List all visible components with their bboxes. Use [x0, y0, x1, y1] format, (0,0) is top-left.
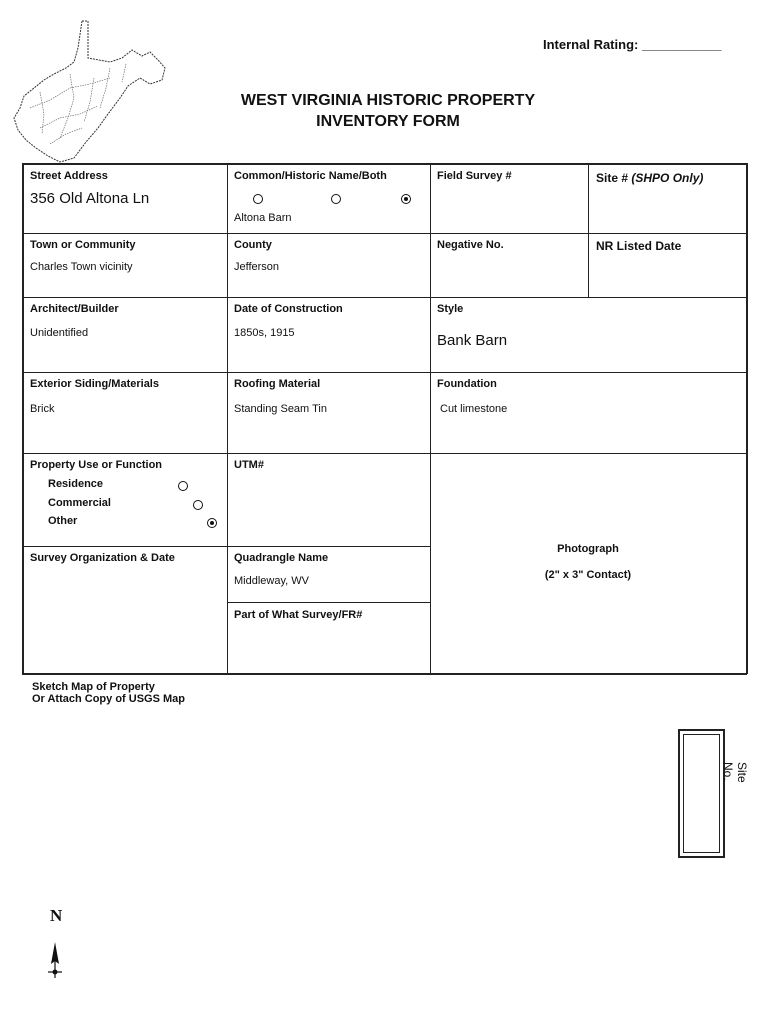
- site-no-label: Site No.: [721, 762, 749, 783]
- common-name-label: Common/Historic Name/Both: [234, 170, 387, 182]
- option-residence-label: Residence: [48, 478, 104, 490]
- west-virginia-map: [10, 18, 170, 163]
- common-name-radio-3[interactable]: [401, 194, 411, 204]
- roofing-label: Roofing Material: [234, 378, 321, 390]
- street-address-label: Street Address: [30, 170, 108, 182]
- exterior-label: Exterior Siding/Materials: [30, 378, 159, 390]
- option-other-radio[interactable]: [207, 518, 217, 528]
- form-title-line1: WEST VIRGINIA HISTORIC PROPERTY: [240, 92, 536, 109]
- architect-label: Architect/Builder: [30, 303, 119, 315]
- date-construction-value[interactable]: 1850s, 1915: [234, 327, 295, 339]
- property-use-label: Property Use or Function: [30, 459, 163, 471]
- street-address-value[interactable]: 356 Old Altona Ln: [30, 190, 150, 207]
- common-name-radio-1[interactable]: [253, 194, 263, 204]
- sketch-map-label: [32, 681, 185, 705]
- field-survey-label: Field Survey #: [437, 170, 512, 182]
- option-other-label: Other: [48, 515, 78, 527]
- common-name-radio-2[interactable]: [331, 194, 341, 204]
- option-commercial-label: Commercial: [48, 497, 111, 509]
- option-residence-radio[interactable]: [178, 481, 188, 491]
- style-label: Style: [437, 303, 464, 315]
- county-label: County: [234, 239, 272, 251]
- foundation-value[interactable]: Cut limestone: [440, 403, 508, 415]
- town-value[interactable]: Charles Town vicinity: [30, 261, 133, 273]
- internal-rating-label: Internal Rating: ___________: [543, 37, 722, 52]
- site-no-box-outer: [678, 729, 725, 858]
- quadrangle-label: Quadrangle Name: [234, 552, 329, 564]
- style-value[interactable]: Bank Barn: [437, 332, 508, 349]
- site-no-box-inner[interactable]: [683, 734, 720, 853]
- roofing-value[interactable]: Standing Seam Tin: [234, 403, 327, 415]
- utm-label: UTM#: [234, 459, 264, 471]
- part-of-survey-label: Part of What Survey/FR#: [234, 609, 363, 621]
- negative-no-label: Negative No.: [437, 239, 504, 251]
- sketch-map-line1: Sketch Map of Property: [32, 681, 155, 693]
- form-title-line2: INVENTORY FORM: [316, 113, 460, 130]
- survey-org-label: Survey Organization & Date: [30, 552, 175, 564]
- county-value[interactable]: Jefferson: [234, 261, 280, 273]
- foundation-label: Foundation: [437, 378, 497, 390]
- photograph-note: (2" x 3" Contact): [544, 569, 632, 581]
- north-label: N: [50, 906, 63, 925]
- option-commercial-radio[interactable]: [193, 500, 203, 510]
- exterior-value[interactable]: Brick: [30, 403, 55, 415]
- architect-value[interactable]: Unidentified: [30, 327, 89, 339]
- north-arrow-icon: [44, 940, 66, 980]
- nr-listed-date-label: NR Listed Date: [596, 239, 682, 253]
- photograph-label: Photograph: [557, 543, 619, 555]
- town-label: Town or Community: [30, 239, 136, 251]
- form-title: [188, 90, 588, 132]
- date-construction-label: Date of Construction: [234, 303, 343, 315]
- site-number-label: Site # (SHPO Only): [596, 171, 704, 185]
- common-name-value[interactable]: Altona Barn: [234, 212, 292, 224]
- quadrangle-value[interactable]: Middleway, WV: [234, 575, 309, 587]
- sketch-map-line2: Or Attach Copy of USGS Map: [32, 693, 185, 705]
